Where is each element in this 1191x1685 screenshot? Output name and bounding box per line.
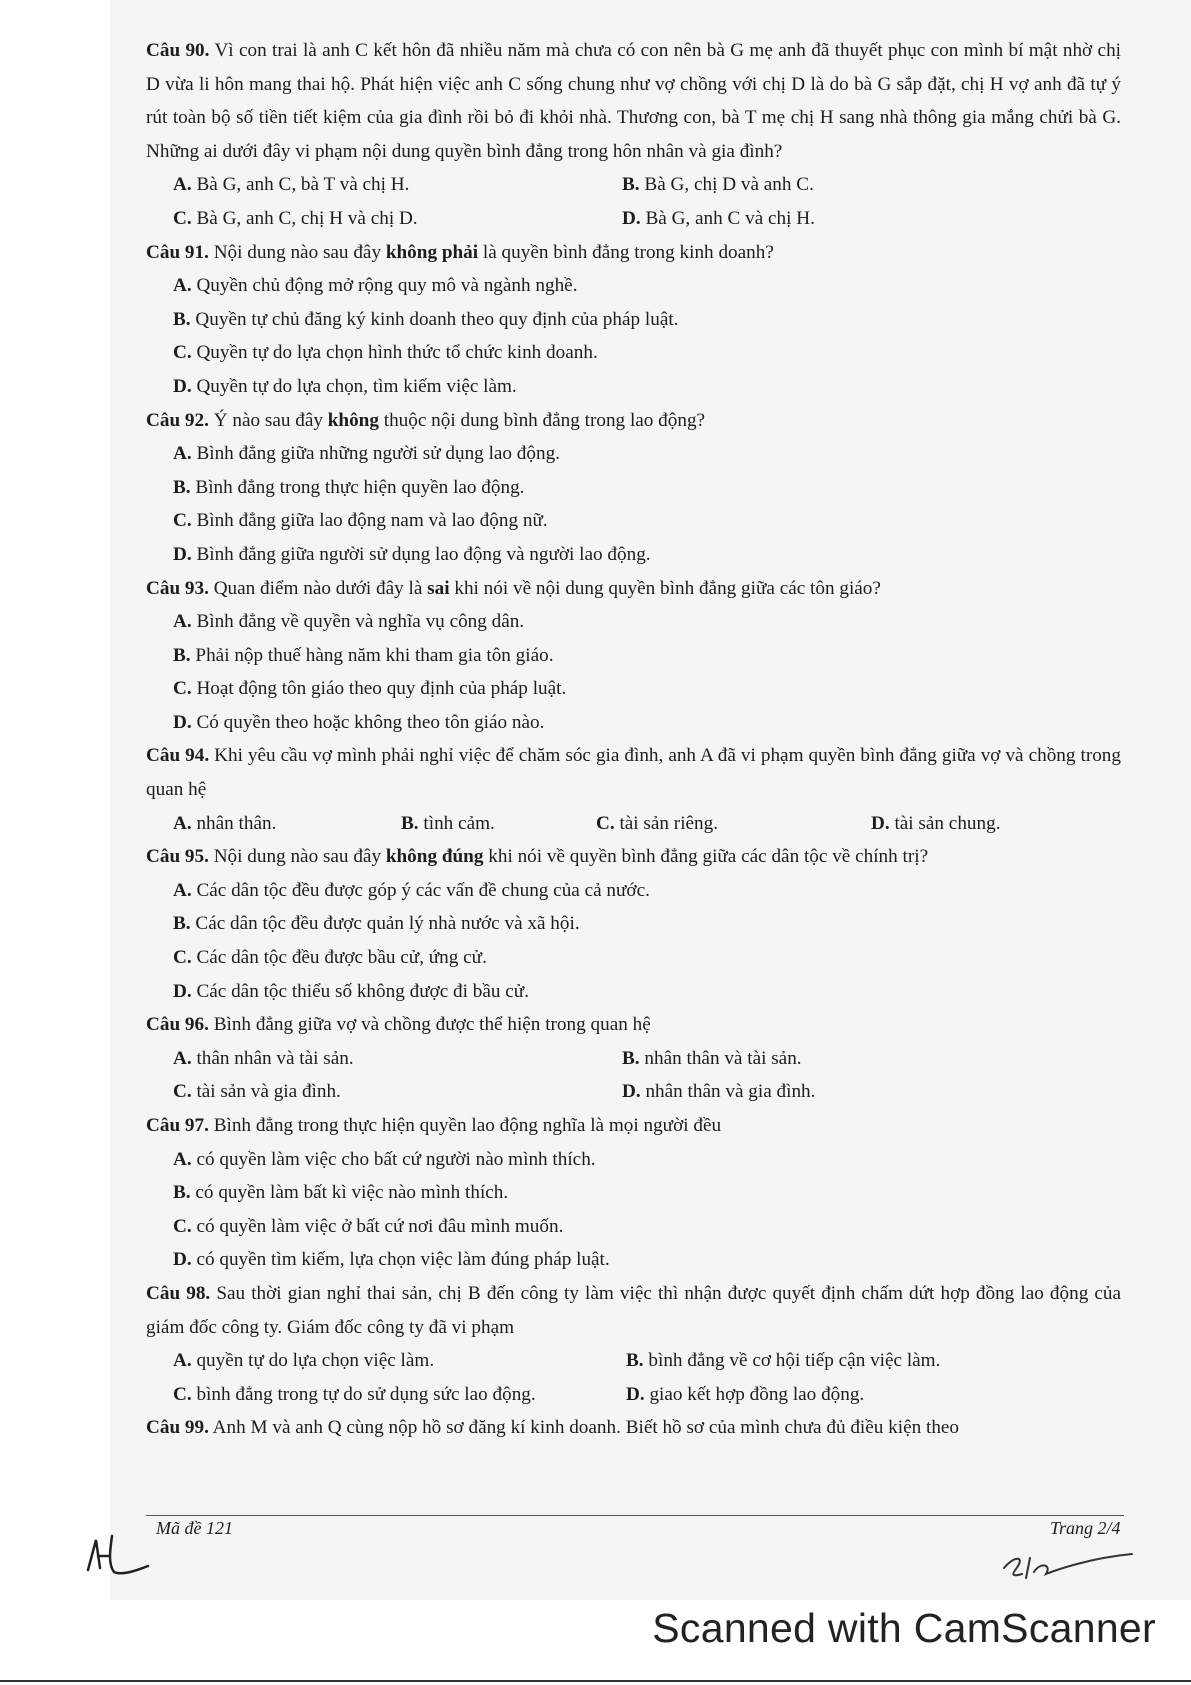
option-row <box>146 1344 1121 1378</box>
option-c[interactable] <box>146 504 1121 538</box>
question-label: Câu 95. <box>146 846 209 868</box>
stem-keyword: không đúng <box>385 846 484 868</box>
stem-text: Nội dung nào sau đây <box>213 241 382 263</box>
stem-text: Quan điểm nào dưới đây là <box>213 577 423 599</box>
option-letter: D. <box>622 207 641 229</box>
option-letter: B. <box>401 812 419 834</box>
option-a[interactable] <box>146 437 1121 471</box>
option-a[interactable] <box>146 1143 1121 1177</box>
option-text: tài sản riêng. <box>619 812 719 834</box>
option-letter: B. <box>626 1350 644 1372</box>
option-letter: B. <box>622 174 640 196</box>
exam-content <box>146 34 1121 1445</box>
question-stem <box>146 572 1121 606</box>
option-text: Bình đẳng về quyền và nghĩa vụ công dân. <box>196 611 525 633</box>
question-97 <box>146 1109 1121 1277</box>
stem-text: là quyền bình đẳng trong kinh doanh? <box>482 241 774 263</box>
option-letter: D. <box>173 980 192 1002</box>
option-text: Hoạt động tôn giáo theo quy định của pháp luật. <box>196 678 567 700</box>
question-96 <box>146 1008 1121 1109</box>
option-letter: C. <box>173 1081 192 1103</box>
option-text: Các dân tộc thiểu số không được đi bầu cử. <box>196 980 529 1002</box>
option-b[interactable] <box>146 471 1121 505</box>
footer-rule <box>146 1515 1124 1516</box>
option-letter: D. <box>871 812 890 834</box>
option-text: có quyền làm bất kì việc nào mình thích. <box>195 1182 509 1204</box>
option-d[interactable] <box>146 370 1121 404</box>
option-b[interactable] <box>622 168 1071 202</box>
option-d[interactable] <box>622 1075 1071 1109</box>
question-label: Câu 93. <box>146 577 209 599</box>
question-stem <box>146 739 1121 806</box>
option-text: Bà G, anh C, chị H và chị D. <box>196 207 418 229</box>
option-c[interactable] <box>146 941 1121 975</box>
option-b[interactable] <box>626 1344 940 1378</box>
question-stem <box>146 1411 1121 1445</box>
option-text: Bà G, chị D và anh C. <box>644 174 814 196</box>
option-b[interactable] <box>146 907 1121 941</box>
option-letter: C. <box>596 812 615 834</box>
option-letter: C. <box>173 1215 192 1237</box>
stem-text: Nội dung nào sau đây <box>213 846 382 868</box>
question-stem <box>146 840 1121 874</box>
option-b[interactable] <box>146 639 1121 673</box>
option-letter: D. <box>626 1383 645 1405</box>
question-label: Câu 92. <box>146 409 209 431</box>
question-label: Câu 99. <box>146 1417 209 1439</box>
option-d[interactable] <box>146 1243 1121 1277</box>
option-text: Bà G, anh C, bà T và chị H. <box>196 174 410 196</box>
option-letter: D. <box>173 375 192 397</box>
question-94 <box>146 739 1121 840</box>
question-91 <box>146 236 1121 404</box>
option-c[interactable] <box>146 1210 1121 1244</box>
option-c[interactable] <box>596 807 871 841</box>
option-text: tình cảm. <box>423 812 495 834</box>
option-letter: B. <box>173 1182 191 1204</box>
option-text: Bình đẳng trong thực hiện quyền lao động. <box>195 476 525 498</box>
option-b[interactable] <box>401 807 596 841</box>
question-label: Câu 97. <box>146 1115 209 1136</box>
question-92 <box>146 404 1121 572</box>
stem-text: khi nói về quyền bình đẳng giữa các dân tộc về chính trị? <box>488 846 929 868</box>
option-row <box>146 202 1121 236</box>
option-text: Bình đẳng giữa người sử dụng lao động và người lao động. <box>196 543 651 565</box>
signature-right-icon <box>1000 1548 1140 1584</box>
stem-keyword: không <box>327 409 379 431</box>
option-c[interactable] <box>173 202 622 236</box>
question-99 <box>146 1411 1121 1445</box>
option-text: có quyền tìm kiếm, lựa chọn việc làm đúng pháp luật. <box>196 1249 610 1271</box>
signature-left-icon <box>82 1530 152 1580</box>
question-90 <box>146 34 1121 236</box>
option-text: Có quyền theo hoặc không theo tôn giáo nào. <box>196 711 545 733</box>
option-text: có quyền làm việc cho bất cứ người nào mình thích. <box>196 1148 596 1170</box>
option-text: thân nhân và tài sản. <box>196 1047 354 1069</box>
option-text: Quyền tự chủ đăng ký kinh doanh theo quy định của pháp luật. <box>195 308 679 330</box>
option-a[interactable] <box>146 605 1121 639</box>
option-letter: D. <box>173 543 192 565</box>
question-98 <box>146 1277 1121 1411</box>
option-text: Bình đẳng giữa lao động nam và lao động nữ. <box>196 510 548 532</box>
question-stem <box>146 404 1121 438</box>
question-stem <box>146 1277 1121 1344</box>
option-a[interactable] <box>146 874 1121 908</box>
option-letter: A. <box>173 443 192 465</box>
option-letter: B. <box>622 1047 640 1069</box>
question-93 <box>146 572 1121 740</box>
option-text: nhân thân. <box>196 812 277 834</box>
option-text: Phải nộp thuế hàng năm khi tham gia tôn giáo. <box>195 644 554 666</box>
option-text: bình đẳng về cơ hội tiếp cận việc làm. <box>648 1350 941 1372</box>
option-text: tài sản chung. <box>894 812 1001 834</box>
option-letter: A. <box>173 1350 192 1372</box>
option-letter: C. <box>173 207 192 229</box>
option-letter: A. <box>173 1047 192 1069</box>
option-row <box>146 168 1121 202</box>
option-b[interactable] <box>146 1176 1121 1210</box>
question-label: Câu 98. <box>146 1282 211 1304</box>
option-a[interactable] <box>146 269 1121 303</box>
option-letter: C. <box>173 947 192 969</box>
watermark-text: Scanned with CamScanner <box>652 1605 1156 1651</box>
option-row <box>146 1042 1121 1076</box>
question-label: Câu 91. <box>146 241 209 263</box>
option-text: Quyền tự do lựa chọn, tìm kiếm việc làm. <box>196 375 517 397</box>
stem-text: Bình đẳng giữa vợ và chồng được thể hiện trong quan hệ <box>213 1014 651 1036</box>
stem-keyword: sai <box>427 577 450 599</box>
stem-text: Khi yêu cầu vợ mình phải nghỉ việc để chăm sóc gia đình, anh A đã vi phạm quyền bình đẳng giữa vợ và chồng trong quan hệ <box>146 745 1121 801</box>
option-letter: B. <box>173 644 191 666</box>
option-text: Quyền chủ động mở rộng quy mô và ngành nghề. <box>196 275 578 297</box>
stem-text: Anh M và anh Q cùng nộp hồ sơ đăng kí kinh doanh. Biết hồ sơ của mình chưa đủ điều kiện theo <box>212 1417 960 1439</box>
option-letter: C. <box>173 678 192 700</box>
option-text: giao kết hợp đồng lao động. <box>649 1383 865 1405</box>
option-a[interactable] <box>173 1344 626 1378</box>
option-c[interactable] <box>173 1378 626 1412</box>
option-letter: D. <box>173 711 192 733</box>
question-stem <box>146 1109 1121 1143</box>
stem-text: Vì con trai là anh C kết hôn đã nhiều năm mà chưa có con nên bà G mẹ anh đã thuyết phục con mình bí mật nhờ chị D vừa li hôn mang thai hộ. Phát hiện việc anh C sống chung như vợ chồng với chị D là do bà G sắp đặt, chị H vợ anh đã tự ý rút toàn bộ số tiền tiết kiệm của gia đình rồi bỏ đi khỏi nhà. Thương con, bà T mẹ chị H sang nhà thông gia mắng chửi bà G. Những ai dưới đây vi phạm nội dung quyền bình đẳng trong hôn nhân và gia đình? <box>146 40 1121 162</box>
option-text: Các dân tộc đều được góp ý các vấn đề chung của cả nước. <box>196 879 650 901</box>
option-row <box>146 1075 1121 1109</box>
option-letter: B. <box>173 476 191 498</box>
question-label: Câu 94. <box>146 745 210 767</box>
option-a[interactable] <box>173 168 622 202</box>
option-text: quyền tự do lựa chọn việc làm. <box>196 1350 435 1372</box>
option-text: tài sản và gia đình. <box>196 1081 341 1103</box>
stem-text: Ý nào sau đây <box>213 409 323 431</box>
question-95 <box>146 840 1121 1008</box>
option-letter: A. <box>173 611 192 633</box>
option-a[interactable] <box>173 807 401 841</box>
option-c[interactable] <box>146 672 1121 706</box>
option-text: Bình đẳng giữa những người sử dụng lao động. <box>196 443 560 465</box>
option-d[interactable] <box>871 807 1091 841</box>
option-text: Quyền tự do lựa chọn hình thức tổ chức kinh doanh. <box>196 342 598 364</box>
page-number: Trang 2/4 <box>1050 1518 1121 1538</box>
option-text: Các dân tộc đều được quản lý nhà nước và xã hội. <box>195 913 580 935</box>
option-text: có quyền làm việc ở bất cứ nơi đâu mình muốn. <box>196 1215 564 1237</box>
option-text: Bà G, anh C và chị H. <box>645 207 815 229</box>
stem-text: thuộc nội dung bình đẳng trong lao động? <box>383 409 706 431</box>
option-d[interactable] <box>146 706 1121 740</box>
option-letter: A. <box>173 1148 192 1170</box>
option-letter: A. <box>173 174 192 196</box>
option-d[interactable] <box>626 1378 864 1412</box>
option-c[interactable] <box>173 1075 622 1109</box>
question-label: Câu 90. <box>146 40 210 61</box>
option-letter: A. <box>173 275 192 297</box>
option-letter: A. <box>173 879 192 901</box>
option-a[interactable] <box>173 1042 622 1076</box>
option-row <box>146 807 1121 841</box>
option-letter: B. <box>173 308 191 330</box>
option-letter: C. <box>173 1383 192 1405</box>
camscanner-watermark <box>0 1605 1191 1652</box>
option-text: Các dân tộc đều được bầu cử, ứng cử. <box>196 947 487 969</box>
option-letter: D. <box>173 1249 192 1271</box>
question-stem <box>146 34 1121 168</box>
option-text: nhân thân và gia đình. <box>645 1081 816 1103</box>
stem-keyword: không phải <box>385 241 479 263</box>
option-row <box>146 1378 1121 1412</box>
option-letter: D. <box>622 1081 641 1103</box>
option-b[interactable] <box>146 303 1121 337</box>
option-d[interactable] <box>146 975 1121 1009</box>
stem-text: Sau thời gian nghỉ thai sản, chị B đến công ty làm việc thì nhận được quyết định chấm dứt hợp đồng lao động của giám đốc công ty. Giám đốc công ty đã vi phạm <box>146 1282 1122 1338</box>
question-stem <box>146 1008 1121 1042</box>
option-text: bình đẳng trong tự do sử dụng sức lao động. <box>196 1383 536 1405</box>
stem-text: khi nói về nội dung quyền bình đẳng giữa các tôn giáo? <box>454 577 881 599</box>
bottom-border <box>0 1680 1191 1682</box>
option-d[interactable] <box>622 202 1071 236</box>
option-letter: C. <box>173 510 192 532</box>
option-letter: C. <box>173 342 192 364</box>
stem-text: Bình đẳng trong thực hiện quyền lao động nghĩa là mọi người đều <box>213 1115 722 1136</box>
option-letter: B. <box>173 913 191 935</box>
exam-code: Mã đề 121 <box>156 1518 233 1538</box>
question-label: Câu 96. <box>146 1014 209 1036</box>
option-d[interactable] <box>146 538 1121 572</box>
option-b[interactable] <box>622 1042 1071 1076</box>
option-c[interactable] <box>146 336 1121 370</box>
option-text: nhân thân và tài sản. <box>644 1047 802 1069</box>
question-stem <box>146 236 1121 270</box>
option-letter: A. <box>173 812 192 834</box>
